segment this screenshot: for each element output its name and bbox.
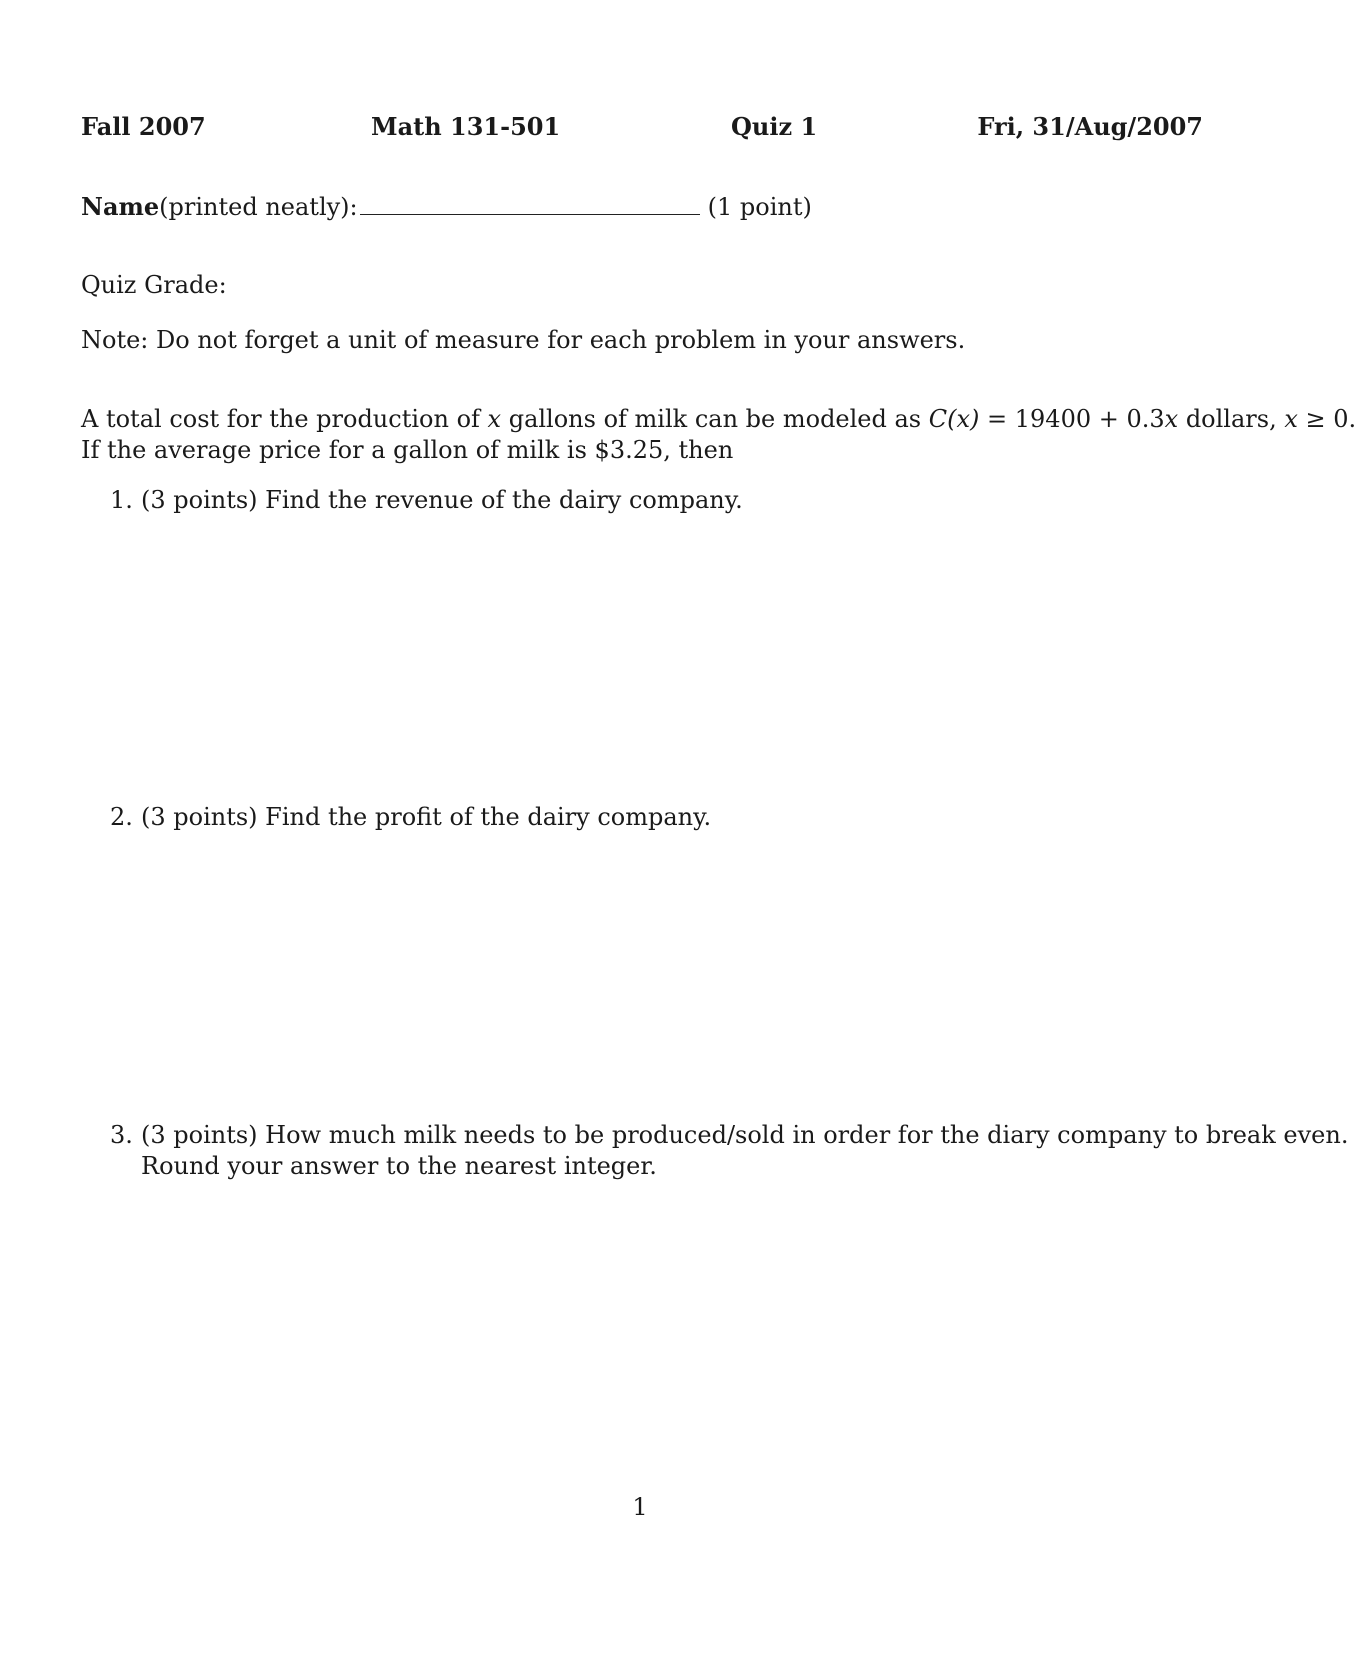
problem-text: (3 points) Find the profit of the dairy company. [141,803,712,831]
problem-statement [81,404,1356,466]
problem-text-line-2: Round your answer to the nearest integer. [141,1152,657,1180]
math-cost-function: C(x) [928,405,980,433]
problem-number: 3. [110,1121,133,1149]
math-var-x: x [1164,405,1179,433]
intro-text-b: gallons of milk can be modeled as [501,405,929,433]
name-label: Name [81,192,160,221]
problem-number: 2. [110,803,133,831]
quiz-header [81,112,1203,144]
course-label: Math 131-501 [371,112,561,141]
math-var-x: x [487,405,502,433]
problem-number: 1. [110,486,133,514]
intro-text-c: dollars, [1178,405,1285,433]
quiz-date: Fri, 31/Aug/2007 [977,112,1203,141]
problem-text-line-1: (3 points) How much milk needs to be produced/sold in order for the diary company to break even. [141,1121,1349,1149]
quiz-title: Quiz 1 [731,112,818,141]
problem-statement-line-1 [81,404,1356,435]
problem-statement-line-2: If the average price for a gallon of milk is $3.25, then [81,436,734,464]
math-equation: = 19400 + 0.3 [979,405,1165,433]
problem-text: (3 points) Find the revenue of the dairy company. [141,486,743,514]
term-label: Fall 2007 [81,112,206,141]
name-points: (1 point) [707,193,812,221]
problem-text [141,1120,1348,1182]
math-constraint: ≥ 0. [1297,405,1356,433]
page-number: 1 [632,1493,648,1521]
name-field-row [81,192,812,221]
intro-text-a: A total cost for the production of [81,405,488,433]
instructions-note: Note: Do not forget a unit of measure for each problem in your answers. [81,326,966,354]
math-var-x: x [1284,405,1298,433]
quiz-grade-label: Quiz Grade: [81,271,227,299]
name-blank-line[interactable] [360,192,700,215]
name-hint: (printed neatly): [159,193,358,221]
